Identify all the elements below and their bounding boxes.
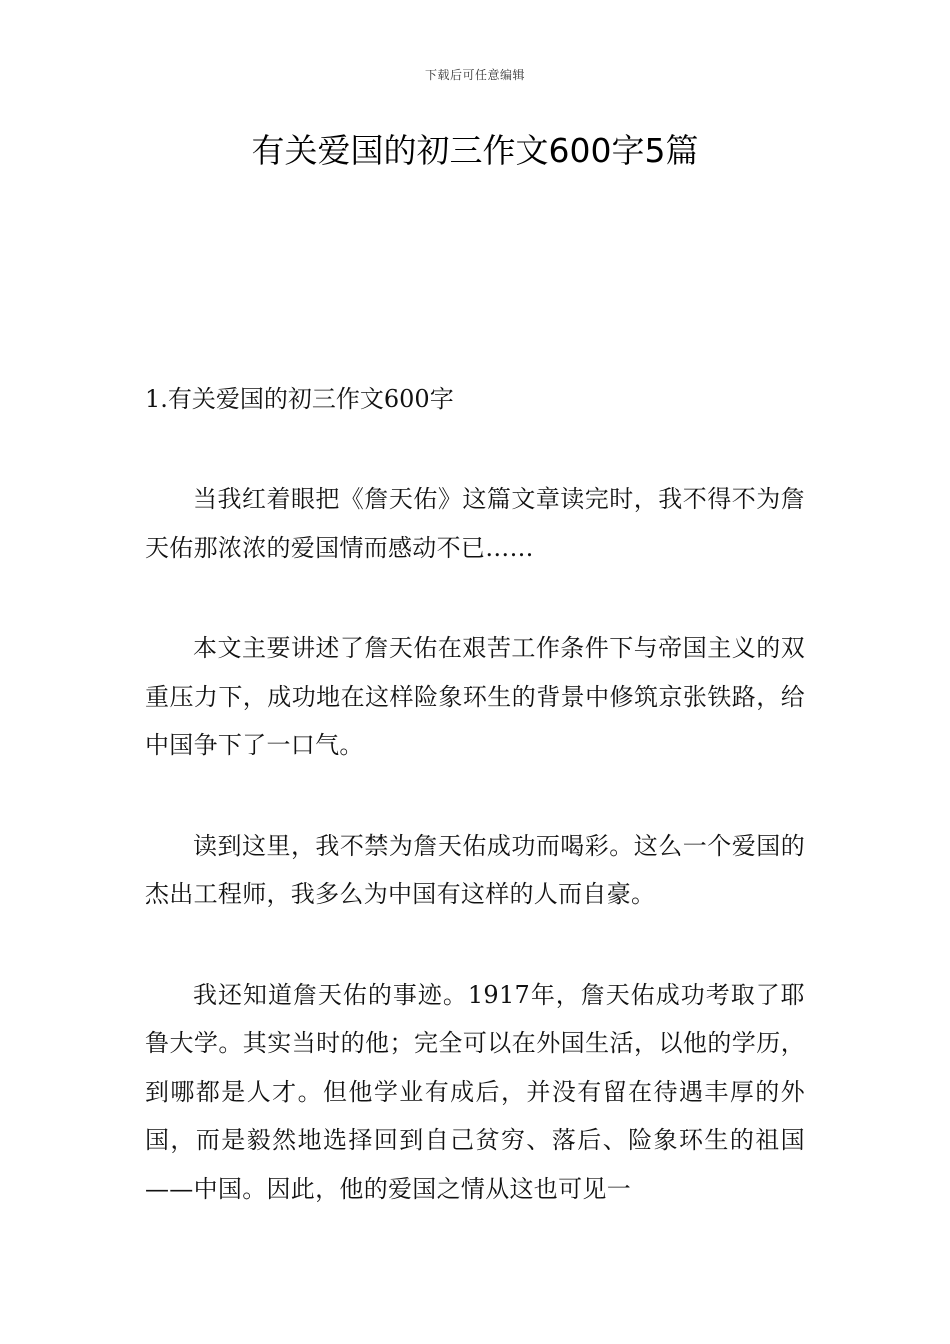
- paragraph: 当我红着眼把《詹天佑》这篇文章读完时，我不得不为詹天佑那浓浓的爱国情而感动不已……: [145, 485, 805, 562]
- paragraph: 我还知道詹天佑的事迹。1917年，詹天佑成功考取了耶鲁大学。其实当时的他；完全可以在外国生活，以他的学历，到哪都是人才。但他学业有成后，并没有留在待遇丰厚的外国，而是毅然地选择回到自己贫穷、落后、险象环生的祖国——中国。因此，他的爱国之情从这也可见一: [145, 980, 805, 1203]
- section-heading: 1.有关爱国的初三作文600字: [145, 385, 454, 413]
- document-body: [145, 375, 805, 1265]
- header-note: 下载后可任意编辑: [424, 68, 525, 82]
- paragraph: 本文主要讲述了詹天佑在艰苦工作条件下与帝国主义的双重压力下，成功地在这样险象环生的背景中修筑京张铁路，给中国争下了一口气。: [145, 634, 805, 759]
- document-title: 有关爱国的初三作文600字5篇: [251, 131, 699, 170]
- paragraph: 读到这里，我不禁为詹天佑成功而喝彩。这么一个爱国的杰出工程师，我多么为中国有这样的人而自豪。: [145, 831, 805, 908]
